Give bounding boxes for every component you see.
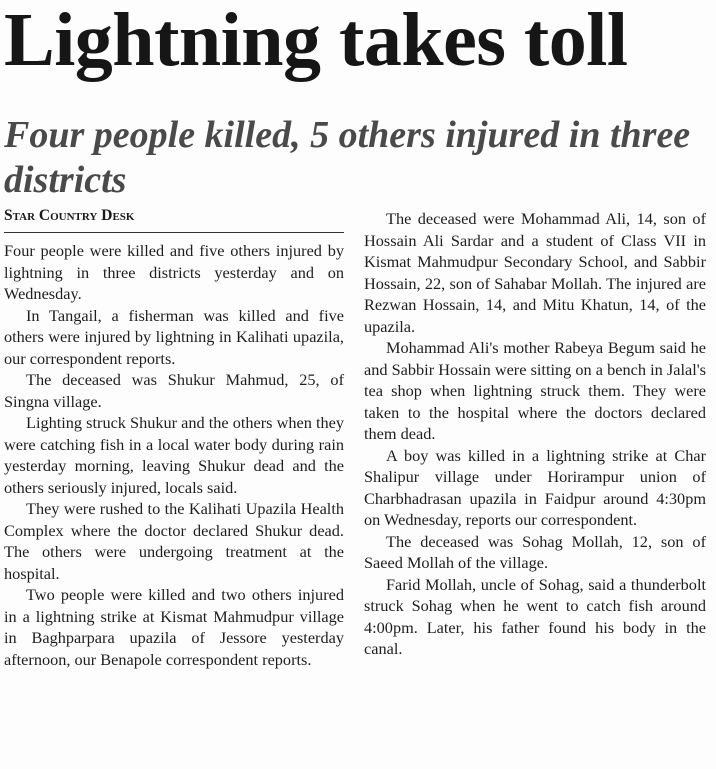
paragraph: The deceased was Sohag Mollah, 12, son of Saeed Mollah of the village. xyxy=(364,531,706,572)
article-column-right xyxy=(364,208,706,660)
paragraph: A boy was killed in a lightning strike at Char Shalipur village under Horirampur union of Charbhadrasan upazila in Faidpur around 4:30pm on Wednesday, reports our correspondent. xyxy=(364,445,706,529)
byline: Star Country Desk xyxy=(4,206,344,233)
paragraph: Farid Mollah, uncle of Sohag, said a thunderbolt struck Sohag when he went to catch fish around 4:00pm. Later, his father found his body in the canal. xyxy=(364,574,706,658)
paragraph: The deceased was Shukur Mahmud, 25, of Singna village. xyxy=(4,370,344,411)
paragraph: In Tangail, a fisherman was killed and five others were injured by lightning in Kalihati upazila, our correspondent reports. xyxy=(4,305,344,368)
article-column-left xyxy=(4,240,344,670)
paragraph: Four people were killed and five others injured by lightning in three districts yesterday and on Wednesday. xyxy=(4,241,344,303)
subheadline: Four people killed, 5 others injured in three districts xyxy=(4,114,691,201)
paragraph: Mohammad Ali's mother Rabeya Begum said he and Sabbir Hossain were sitting on a bench in Jalal's tea shop when lightning struck them. They were taken to the hospital where the doctors declared them dead. xyxy=(364,338,706,443)
headline: Lightning takes toll xyxy=(4,0,628,82)
paragraph: Lighting struck Shukur and the others when they were catching fish in a local water body during rain yesterday morning, leaving Shukur dead and the others seriously injured, locals said. xyxy=(4,413,344,497)
paragraph: Two people were killed and two others injured in a lightning strike at Kismat Mahmudpur village in Baghparpara upazila of Jessore yesterday afternoon, our Benapole correspondent reports. xyxy=(4,585,344,669)
paragraph: The deceased were Mohammad Ali, 14, son of Hossain Ali Sardar and a student of Class VII in Kismat Mahmudpur Secondary School, and Sabbir Hossain, 22, son of Sahabar Mollah. The injured are Rezwan Hossain, 14, and Mitu Khatun, 14, of the upazila. xyxy=(364,209,706,336)
paragraph: They were rushed to the Kalihati Upazila Health Complex where the doctor declared Shukur dead. The others were undergoing treatment at the hospital. xyxy=(4,499,344,583)
